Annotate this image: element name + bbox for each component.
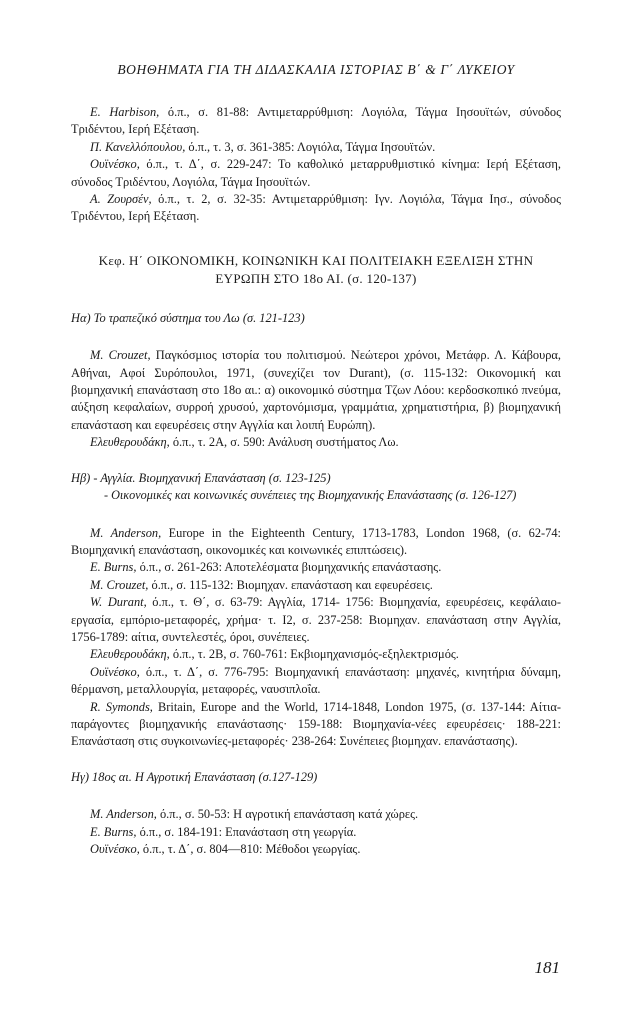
reference-text: ό.π., σ. 261-263: Αποτελέσματα βιομηχανικής επανάστασης. [136, 560, 442, 575]
reference-author: M. Anderson, [90, 525, 162, 540]
reference-text: Britain, Europe and the World, 1714-1848, London 1975, (σ. 137-144: Αίτια-παράγοντες βιομηχανικής επανάστασης· 159-188: Βιομηχανία-νέες εφευρέσεις· 188-221: Επανάσταση στις συγκοινωνίες-μεταφορές· 238-264: Συνέπειες βιομηχαν. επανάστασης). [71, 699, 562, 749]
reference-author: Π. Κανελλόπουλου, [90, 139, 186, 154]
chapter-heading [71, 252, 561, 288]
reference-author: E. Harbison, [90, 105, 160, 119]
reference-entry [71, 646, 561, 663]
section-heading-line: - Οικονομικές και κοινωνικές συνέπειες της Βιομηχανικής Επανάστασης (σ. 126-127) [104, 488, 517, 503]
reference-text: ό.π., τ. Δ΄, σ. 229-247: Το καθολικό μεταρρυθμιστικό κίνημα: Ιερή Εξέταση, σύνοδος Τριδέντου, Λογιόλα, Τάγμα Ιησουϊτών. [71, 157, 561, 189]
reference-author: W. Durant, [90, 595, 147, 610]
section-heading-c: Ηγ) 18ος αι. Η Αγροτική Επανάσταση (σ.127-129) [71, 769, 318, 784]
reference-entry [71, 841, 561, 858]
reference-text: Europe in the Eighteenth Century, 1713-1783, London 1968, (σ. 62-74: Βιομηχανική επανάσταση, οικονομικές και κοινωνικές επιπτώσεις). [71, 525, 561, 557]
reference-author: M. Crouzet, [90, 348, 151, 363]
reference-entry [71, 347, 561, 434]
reference-entry [71, 806, 561, 823]
section-b-references [71, 525, 561, 751]
page-number: 181 [534, 958, 560, 977]
reference-author: E. Burns, [90, 560, 137, 575]
reference-entry [71, 434, 561, 451]
reference-author: M. Anderson, [90, 807, 157, 822]
reference-text: ό.π., τ. 2Α, σ. 590: Ανάλυση συστήματος Λω. [169, 435, 399, 450]
reference-entry [71, 594, 561, 646]
reference-author: Ουϊνέσκο, [90, 664, 140, 679]
reference-entry [71, 664, 561, 699]
reference-entry [71, 577, 561, 594]
top-references [71, 104, 561, 226]
reference-entry [71, 139, 561, 156]
reference-author: R. Symonds, [90, 699, 153, 714]
section-c-references [71, 806, 561, 858]
reference-text: ό.π., τ. 2, σ. 32-35: Αντιμεταρρύθμιση: Ιγν. Λογιόλα, Τάγμα Ιησ., σύνοδος Τριδέντου, Ιερή Εξέταση. [71, 192, 561, 224]
reference-author: M. Crouzet, [90, 577, 149, 592]
running-head: ΒΟΗΘΗΜΑΤΑ ΓΙΑ ΤΗ ΔΙΔΑΣΚΑΛΙΑ ΙΣΤΟΡΙΑΣ Β΄ & Γ΄ ΛΥΚΕΙΟΥ [117, 62, 515, 77]
reference-author: Ουϊνέσκο, [90, 157, 140, 172]
chapter-heading-line: ΕΥΡΩΠΗ ΣΤΟ 18ο ΑΙ. (σ. 120-137) [215, 270, 417, 286]
section-a-references [71, 347, 561, 451]
reference-text: ό.π., σ. 115-132: Βιομηχαν. επανάσταση και εφευρέσεις. [148, 577, 433, 592]
reference-author: E. Burns, [90, 824, 137, 839]
section-heading-line: Ηβ) - Αγγλία. Βιομηχανική Επανάσταση (σ. 123-125) [71, 470, 331, 485]
reference-text: ό.π., σ. 81-88: Αντιμεταρρύθμιση: Λογιόλα, Τάγμα Ιησουϊτών, σύνοδος Τριδέντου, Ιερή Εξέταση. [71, 105, 561, 137]
reference-text: ό.π., τ. Δ΄, σ. 804—810: Μέθοδοι γεωργίας. [139, 842, 361, 856]
reference-entry [71, 525, 561, 560]
section-heading-b [71, 470, 561, 505]
page-body [71, 62, 561, 858]
reference-entry [71, 191, 561, 226]
reference-text: ό.π., τ. Θ΄, σ. 63-79: Αγγλία, 1714- 1756: Βιομηχανία, εφευρέσεις, κεφάλαιο-εργασία, εμπόριο-μεταφορές, χρήμα· τ. Ι2, σ. 237-258: Βιομηχαν. επανάσταση στην Αγγλία, 1756-1789: αίτια, συντελεστές, όροι, συνέπειες. [71, 595, 561, 644]
reference-entry [71, 104, 561, 139]
reference-entry [71, 156, 561, 191]
chapter-heading-line: Κεφ. Η΄ ΟΙΚΟΝΟΜΙΚΗ, ΚΟΙΝΩΝΙΚΗ ΚΑΙ ΠΟΛΙΤΕΙΑΚΗ ΕΞΕΛΙΞΗ ΣΤΗΝ [98, 252, 534, 268]
reference-text: ό.π., σ. 184-191: Επανάσταση στη γεωργία. [136, 824, 357, 839]
reference-text: ό.π., τ. 2Β, σ. 760-761: Εκβιομηχανισμός-εξηλεκτρισμός. [169, 647, 459, 662]
reference-text: Παγκόσμιος ιστορία του πολιτισμού. Νεώτεροι χρόνοι, Μετάφρ. Λ. Κάβουρα, Αθήναι, Αφοί Συρόπουλοι, 1971, (συνεχίζει τον Durant), (σ. 115-132: Οικονομική και βιομηχανική επανάσταση στο 18ο αι.: α) οικονομικό σύστημα Τζων Λόου: κερδοσκοπικό πνεύμα, αύξηση κεφαλαίων, συρροή χρυσού, χαρτονόμισμα, γραμμάτια, χρηματιστήρια, β) βιομηχανική επανάσταση και εφευρέσεις στην Αγγλία και λοιπή Ευρώπη). [71, 348, 561, 432]
reference-author: Ελευθερουδάκη, [90, 435, 170, 450]
reference-text: ό.π., τ. Δ΄, σ. 776-795: Βιομηχανική επανάσταση: μηχανές, κινητήρια δύναμη, θέρμανση, μεταλλουργία, μεταφορές, ναυσιπλοΐα. [71, 664, 561, 697]
reference-author: Ελευθερουδάκη, [90, 647, 170, 662]
reference-author: Ουϊνέσκο, [90, 842, 140, 856]
reference-entry [71, 699, 561, 751]
reference-entry [71, 559, 561, 576]
reference-entry [71, 824, 561, 841]
reference-author: Α. Ζουρσέν, [90, 192, 152, 207]
section-heading-a: Ηα) Το τραπεζικό σύστημα του Λω (σ. 121-123) [71, 310, 305, 325]
reference-text: ό.π., τ. 3, σ. 361-385: Λογιόλα, Τάγμα Ιησουϊτών. [185, 139, 436, 154]
reference-text: ό.π., σ. 50-53: Η αγροτική επανάσταση κατά χώρες. [156, 807, 419, 822]
